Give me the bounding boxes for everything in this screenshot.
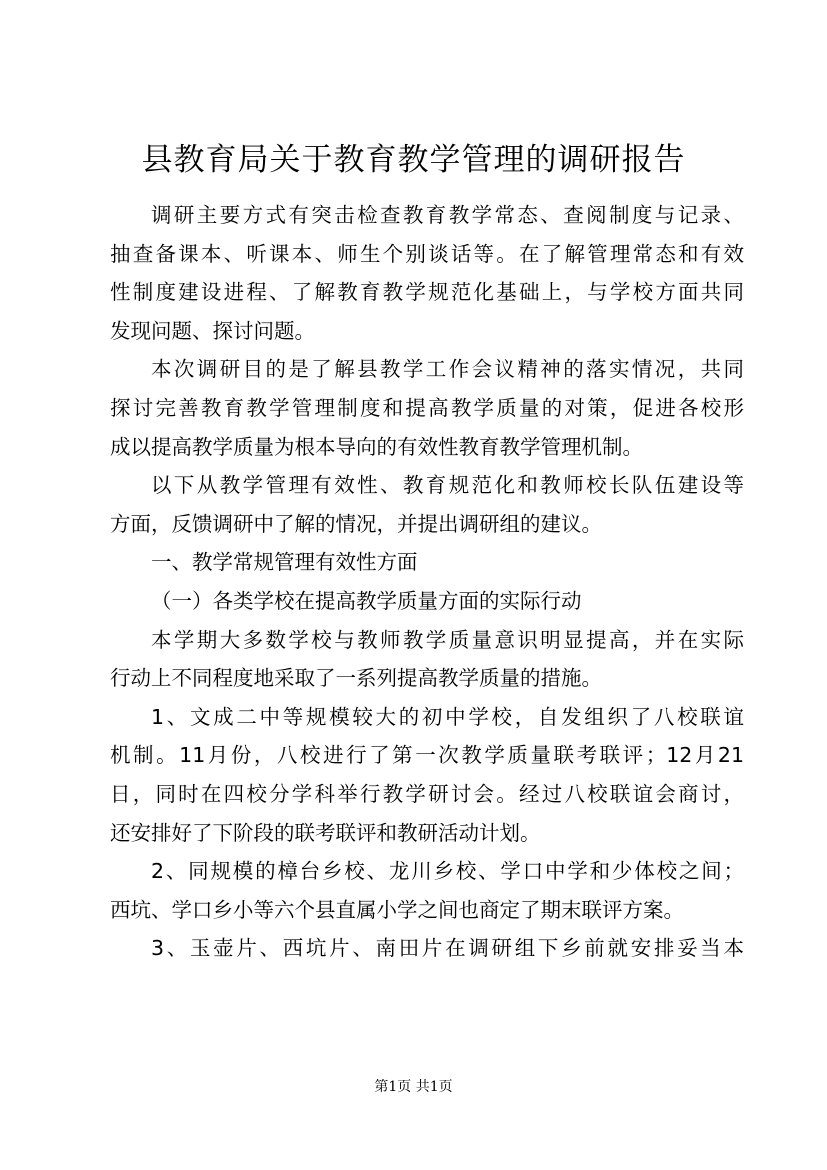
- text-line: 发现问题、探讨问题。: [110, 318, 315, 343]
- text-line: 成以提高教学质量为根本导向的有效性教育教学管理机制。: [110, 434, 643, 459]
- text-line: 2、同规模的樟台乡校、龙川乡校、学口中学和少体校之间；: [151, 859, 744, 884]
- text-line: 抽查备课本、听课本、师生个别谈话等。在了解管理常态和有效: [110, 241, 744, 266]
- text-line: 1、文成二中等规模较大的初中学校，自发组织了八校联谊: [151, 704, 744, 729]
- text-line: 3、玉壶片、西坑片、南田片在调研组下乡前就安排妥当本: [151, 936, 744, 961]
- text-line: 本次调研目的是了解县教学工作会议精神的落实情况，共同: [151, 357, 744, 382]
- text-line: 本学期大多数学校与教师教学质量意识明显提高，并在实际: [151, 627, 744, 652]
- document-title: 县教育局关于教育教学管理的调研报告: [141, 142, 686, 178]
- text-line: 方面，反馈调研中了解的情况，并提出调研组的建议。: [110, 511, 602, 536]
- text-line: 行动上不同程度地采取了一系列提高教学质量的措施。: [110, 666, 602, 691]
- document-body: [110, 196, 744, 968]
- text-line: 性制度建设进程、了解教育教学规范化基础上，与学校方面共同: [110, 280, 744, 305]
- text-line: 日，同时在四校分学科举行教学研讨会。经过八校联谊会商讨，: [110, 781, 744, 806]
- text-line: 以下从教学管理有效性、教育规范化和教师校长队伍建设等: [151, 473, 744, 498]
- text-line: 调研主要方式有突击检查教育教学常态、查阅制度与记录、: [151, 203, 744, 227]
- text-line: 探讨完善教育教学管理制度和提高教学质量的对策，促进各校形: [110, 395, 744, 420]
- page-footer: 第1页 共1页: [374, 1079, 453, 1095]
- subsection-heading: （一）各类学校在提高教学质量方面的实际行动: [151, 588, 582, 613]
- text-line: 西坑、学口乡小等六个县直属小学之间也商定了期末联评方案。: [110, 897, 684, 922]
- section-heading: 一、教学常规管理有效性方面: [151, 550, 418, 575]
- text-line: 机制。11月份，八校进行了第一次教学质量联考联评；12月21: [110, 743, 744, 768]
- text-line: 还安排好了下阶段的联考联评和教研活动计划。: [110, 820, 541, 845]
